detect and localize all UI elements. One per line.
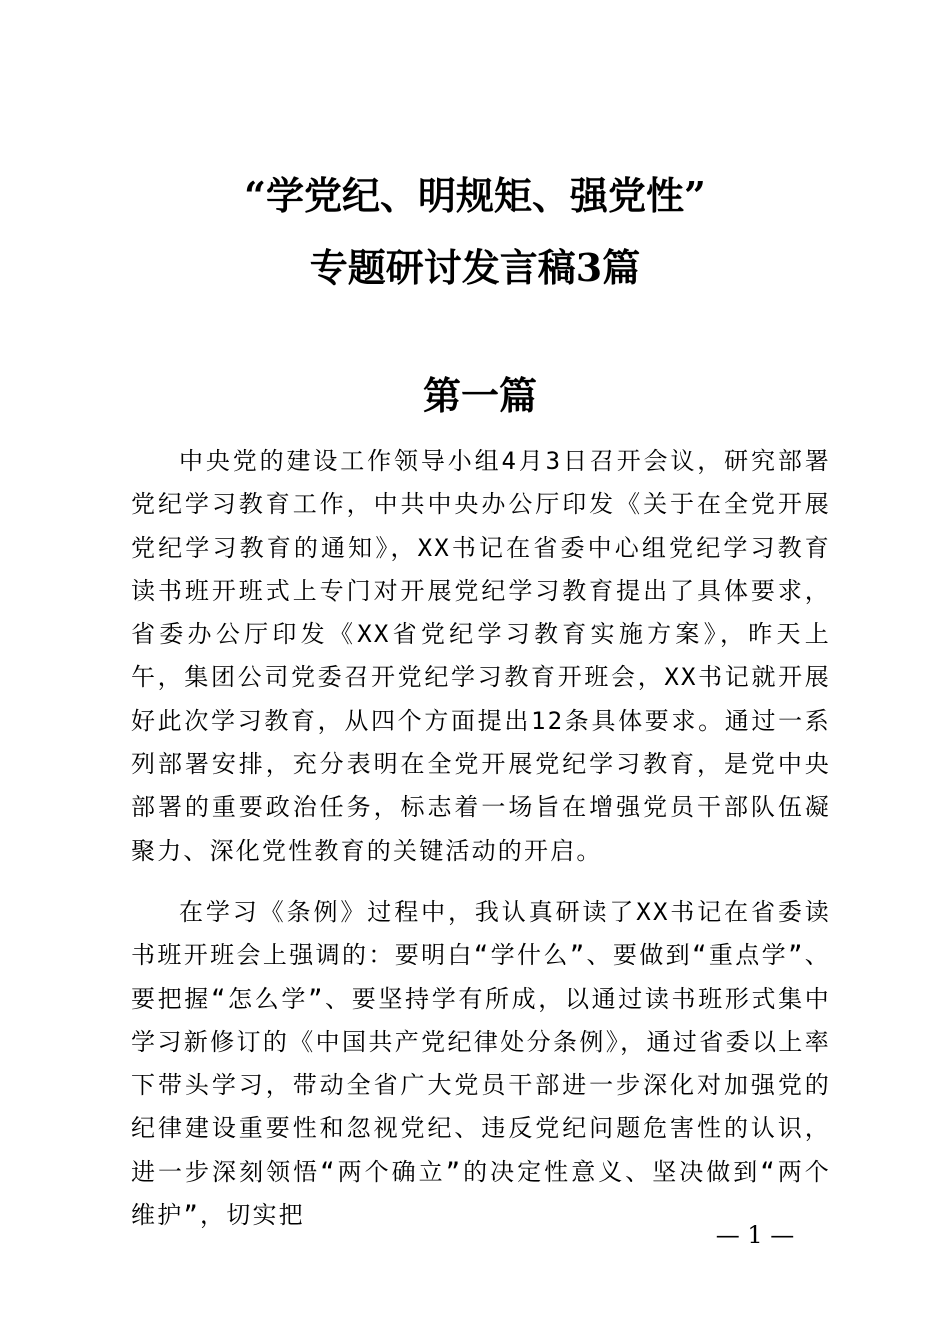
paragraph-1: 中央党的建设工作领导小组4月3日召开会议，研究部署党纪学习教育工作，中共中央办公厅印发《关于在全党开展党纪学习教育的通知》，XX书记在省委中心组党纪学习教育读书班开班式上专门对开展党纪学习教育提出了具体要求，省委办公厅印发《XX省党纪学习教育实施方案》，昨天上午，集团公司党委召开党纪学习教育开班会，XX书记就开展好此次学习教育，从四个方面提出12条具体要求。通过一系列部署安排，充分表明在全党开展党纪学习教育，是党中央部署的重要政治任务，标志着一场旨在增强党员干部队伍凝聚力、深化党性教育的关键活动的开启。 — [131, 447, 831, 865]
document-title — [0, 160, 950, 304]
title-line-2: 专题研讨发言稿3篇 — [309, 245, 641, 290]
paragraph-2: 在学习《条例》过程中，我认真研读了XX书记在省委读书班开班会上强调的：要明白“学什么”、要做到“重点学”、要把握“怎么学”、要坚持学有所成，以通过读书班形式集中学习新修订的《中国共产党纪律处分条例》，通过省委以上率下带头学习，带动全省广大党员干部进一步深化对加强党的纪律建设重要性和忽视党纪、违反党纪问题危害性的认识，进一步深刻领悟“两个确立”的决定性意义、坚决做到“两个维护”，切实把 — [131, 897, 831, 1230]
page-number: — 1 — — [715, 1221, 795, 1249]
body-text — [131, 440, 831, 1255]
title-line-1: “学党纪、明规矩、强党性” — [244, 173, 706, 218]
section-heading: 第一篇 — [422, 373, 537, 418]
